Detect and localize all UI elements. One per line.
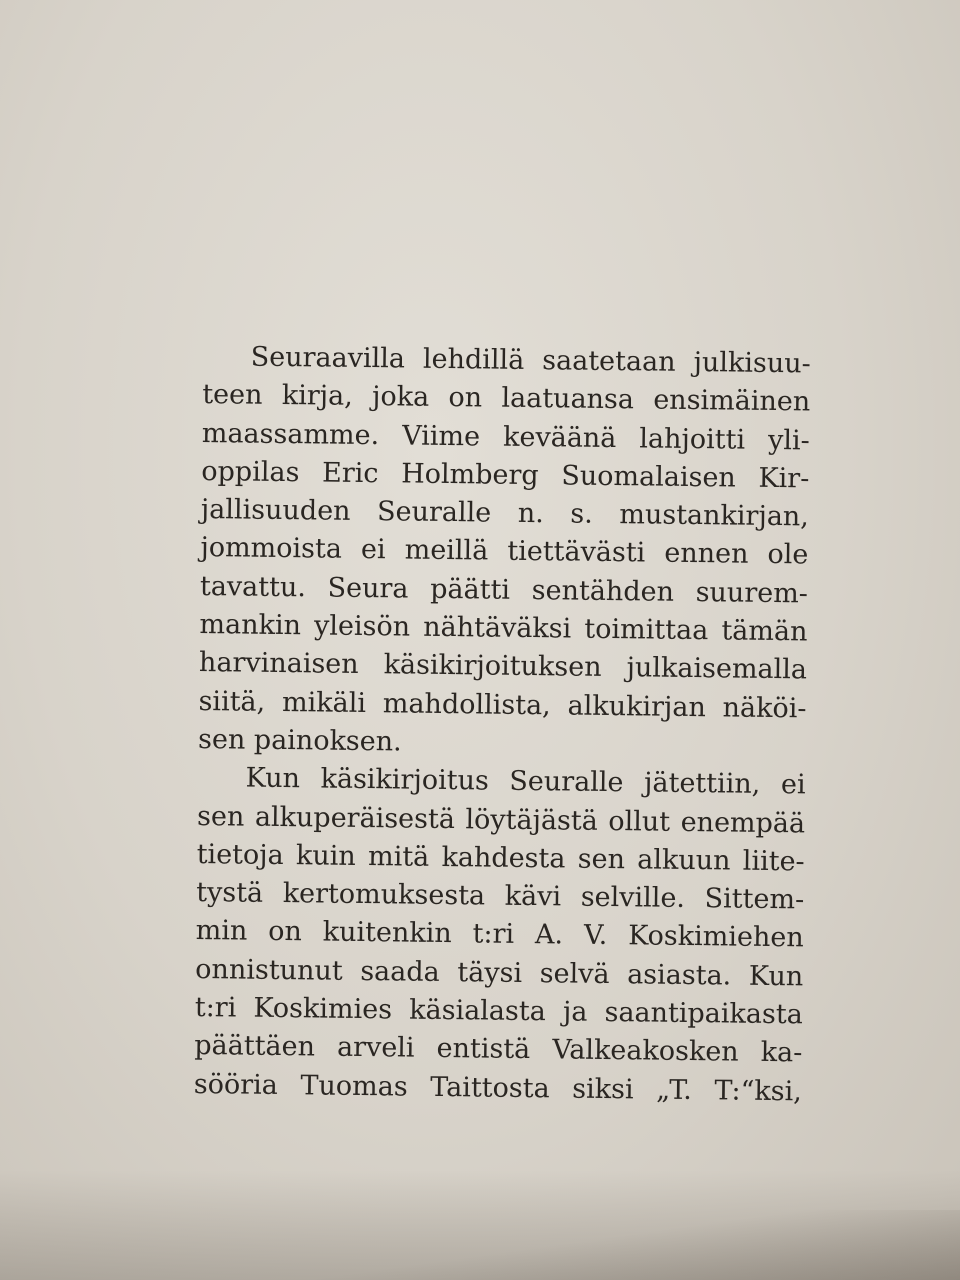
page-edge-shadow [0,1210,960,1280]
text-line: sööria Tuomas Taittosta siksi „T. T:“ksi, [193,1068,803,1108]
text-line: maassamme. Viime keväänä lahjoitti yli- [201,417,810,457]
text-line: oppilas Eric Holmberg Suomalaisen Kir- [201,455,810,495]
text-line: päättäen arveli entistä Valkeakosken ka- [194,1030,803,1069]
text-line: siitä, mikäli mahdollista, alkukirjan näköi- [198,685,807,725]
text-line: Kun käsikirjoitus Seuralle jätettiin, ei [245,762,806,801]
text-line: jommoista ei meillä tiettävästi ennen ole [200,532,809,571]
text-line: Seuraavilla lehdillä saatetaan julkisuu- [250,341,811,380]
text-line: tystä kertomuksesta kävi selville. Sittem- [196,877,805,916]
text-line: jallisuuden Seuralle n. s. mustankirjan, [200,494,810,533]
text-line: sen painoksen. [197,723,402,758]
text-line: min on kuitenkin t:ri A. V. Koskimiehen [195,915,804,954]
paragraph-1 [198,338,811,767]
text-line: onnistunut saada täysi selvä asiasta. Kun [195,953,804,993]
text-line: tavattu. Seura päätti sentähden suurem- [199,570,809,610]
text-line: mankin yleisön nähtäväksi toimittaa tämän [199,609,808,648]
text-line: tietoja kuin mitä kahdesta sen alkuun liite- [196,838,805,878]
text-line: t:ri Koskimies käsialasta ja saantipaikasta [194,991,803,1031]
page-text [194,338,811,1111]
text-line: harvinaisen käsikirjoituksen julkaisemalla [198,647,808,686]
text-line: teen kirja, joka on laatuansa ensimäinen [202,379,811,418]
paragraph-2 [194,759,806,1111]
text-line: sen alkuperäisestä löytäjästä ollut enempää [196,800,806,839]
